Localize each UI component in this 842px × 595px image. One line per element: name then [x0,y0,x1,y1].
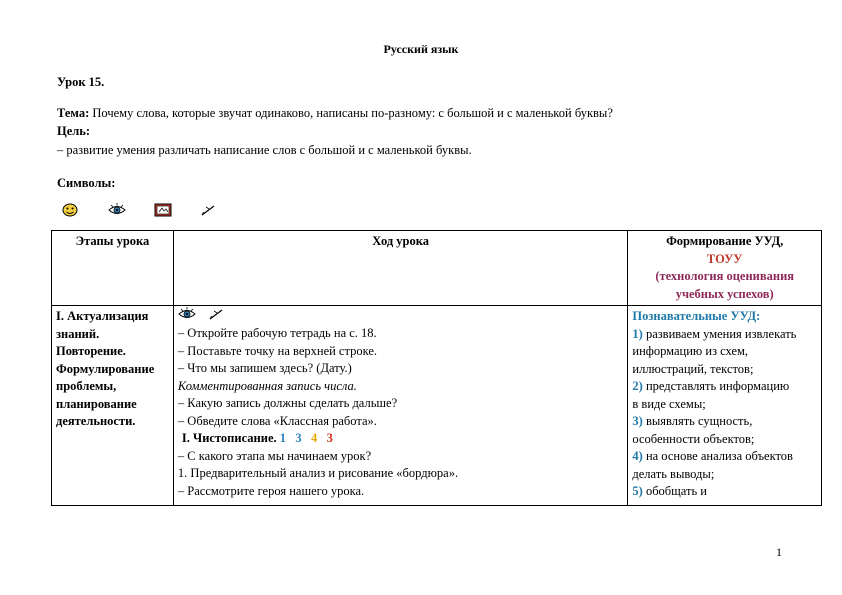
header-uud-tech2: учебных успехов) [675,286,774,301]
table-header-row [52,231,822,306]
uud-num: 1) [632,326,643,341]
goal-text: – развитие умения различать написание слов с большой и с маленькой буквы. [57,143,472,157]
uud-text: представлять информацию [642,379,790,393]
uud-line [632,413,817,431]
uud-num: 4) [632,449,643,463]
topic-text: Почему слова, которые звучат одинаково, написаны по-разному: с большой и с маленькой буквы? [89,106,613,120]
uud-num: 3) [632,414,643,428]
header-course: Ход урока [173,231,627,306]
uud-title: Познавательные УУД: [632,309,761,323]
uud-text: на основе анализа объектов [642,449,793,463]
symbols-label: Символы: [57,176,116,190]
uud-line [632,431,817,449]
goal-label: Цель: [57,124,91,138]
uud-line [632,483,817,501]
eye-icon [178,307,196,327]
uud-text: особенности объектов; [632,431,755,446]
uud-line [632,448,817,466]
uud-text: в виде схемы; [632,396,706,411]
penmanship-line [178,430,623,448]
stage-line: деятельности. [56,414,136,428]
course-line: – Поставьте точку на верхней строке. [177,343,378,358]
document-subject: Русский язык [383,42,459,56]
topic-line [57,106,613,121]
stage-line: знаний. [56,326,100,341]
penmanship-number: 3 [295,431,302,445]
pen-icon [200,203,216,217]
penmanship-number: 3 [326,431,333,445]
uud-text: иллюстраций, текстов; [632,361,754,376]
tv-icon [154,203,170,217]
stage-line: проблемы, [56,379,117,393]
stage-line: I. Актуализация [56,309,149,323]
lesson-table [51,230,822,506]
uud-line [632,343,817,361]
uud-line [632,361,817,379]
stage-line: Повторение. [56,344,126,358]
course-line: – Рассмотрите героя нашего урока. [177,483,365,498]
header-uud-tech1: (технология оценивания [655,269,795,283]
stage-line: планирование [56,396,137,411]
uud-num: 5) [632,484,643,498]
face-icon [62,203,78,217]
page-number: 1 [776,545,782,559]
penmanship-number: 1 [279,431,286,445]
table-row [52,306,822,506]
uud-line [632,378,817,396]
uud-text: развиваем умения извлекать [642,326,797,341]
course-line: – С какого этапа мы начинаем урок? [177,448,372,463]
lesson-title: Урок 15. [57,75,105,89]
uud-line [632,466,817,484]
uud-text: делать выводы; [632,466,715,481]
header-uud-toyu: ТОУУ [706,251,743,266]
course-line: – Что мы запишем здесь? (Дату.) [177,361,352,375]
uud-text: выявлять сущность, [642,414,753,428]
stage-cell [52,306,174,506]
course-icons [178,308,623,325]
uud-line [632,326,817,344]
course-line: – Откройте рабочую тетрадь на с. 18. [177,326,377,340]
stage-line: Формулирование [56,361,155,376]
course-line: – Обведите слова «Классная работа». [177,413,377,428]
header-uud-line1: Формирование УУД, [666,234,784,248]
course-line-italic: Комментированная запись числа. [177,378,357,393]
course-line: 1. Предварительный анализ и рисование «бордюра». [177,466,459,480]
uud-num: 2) [632,379,643,393]
eye-icon [108,203,124,217]
uud-text: обобщать и [642,484,707,498]
uud-text: информацию из схем, [632,344,749,358]
header-uud [628,231,822,306]
uud-line [632,396,817,414]
penmanship-number: 4 [311,431,318,445]
header-stages: Этапы урока [52,231,174,306]
topic-label: Тема: [57,106,90,120]
pen-icon [208,307,224,327]
course-cell [173,306,627,506]
course-line: – Какую запись должны сделать дальше? [177,396,398,410]
penmanship-label: I. Чистописание. [181,431,277,445]
symbols-row [62,203,246,217]
uud-cell [628,306,822,506]
